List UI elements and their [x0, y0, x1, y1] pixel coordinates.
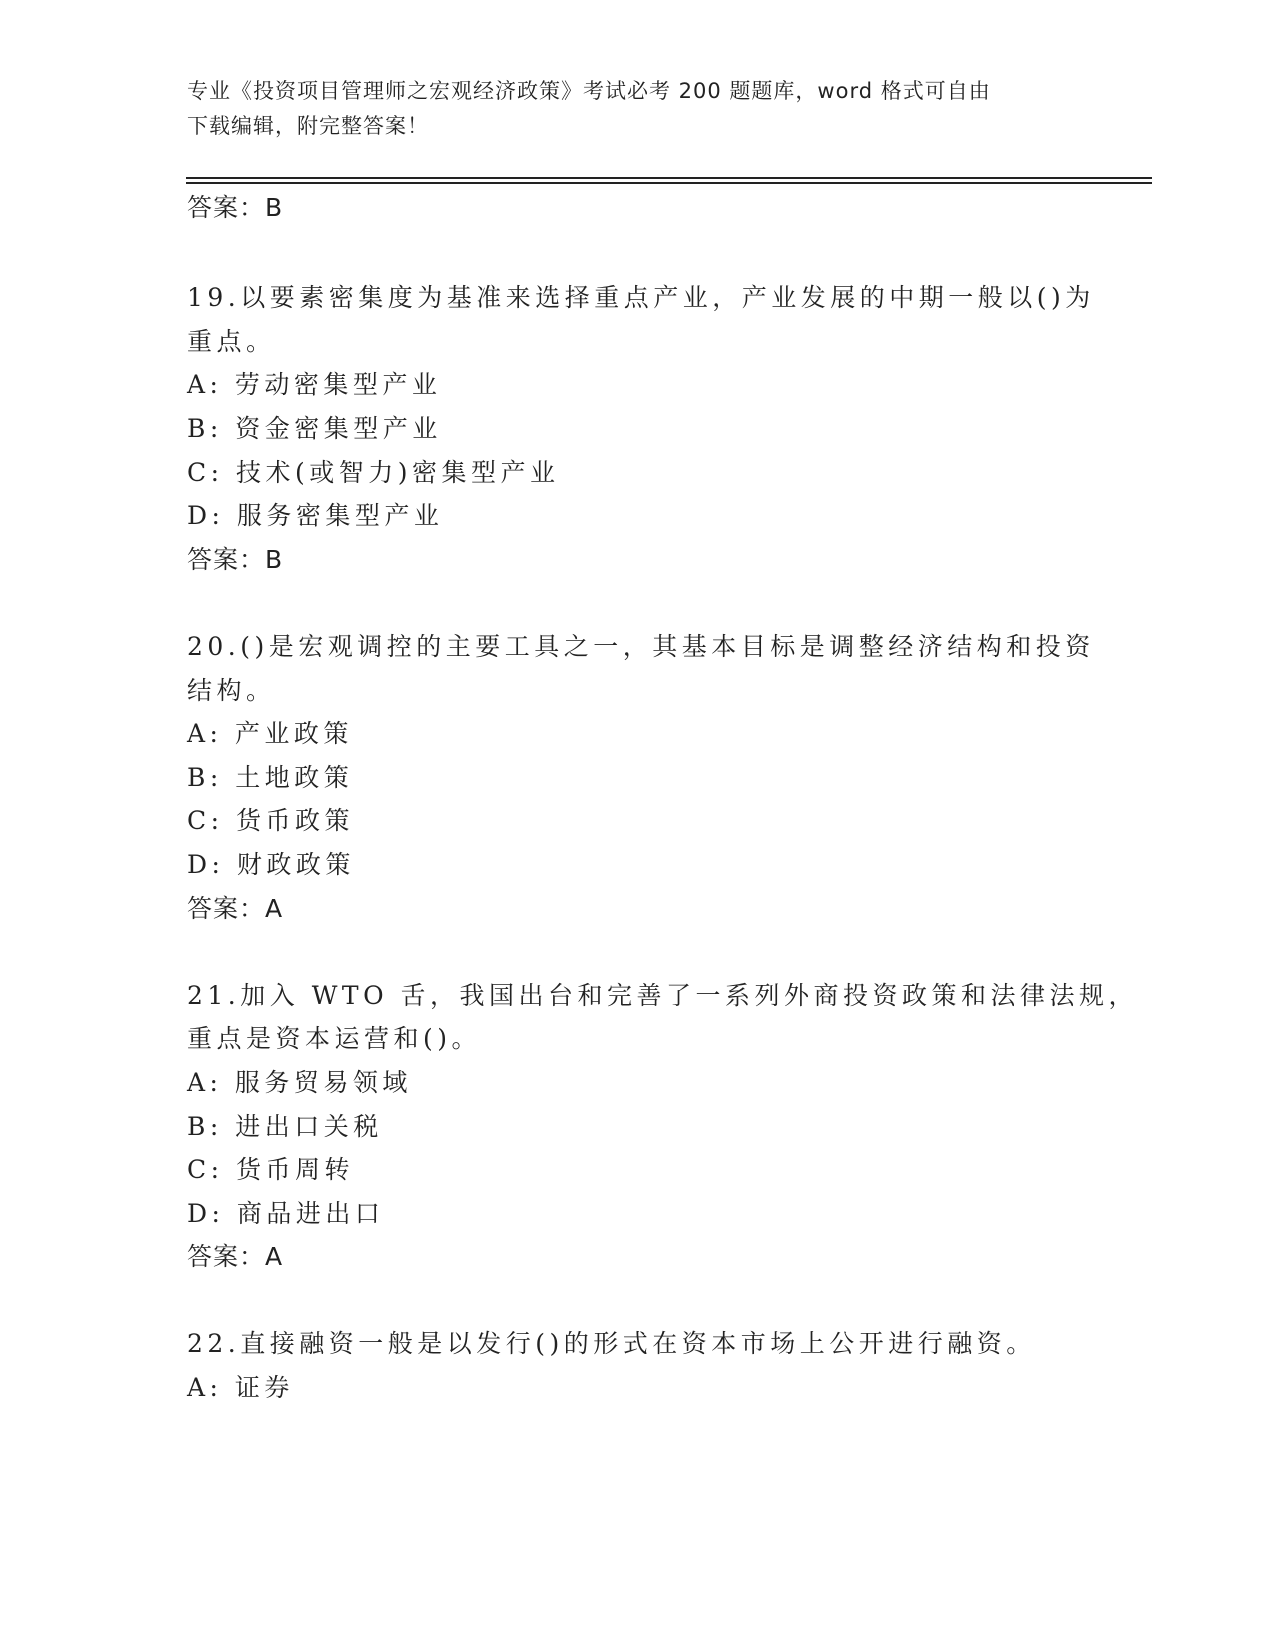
question-19-text-line-1: 19.以要素密集度为基准来选择重点产业，产业发展的中期一般以()为: [187, 283, 1095, 312]
header-rule-bottom: [186, 182, 1152, 184]
question-22-text-line-1: 22.直接融资一般是以发行()的形式在资本市场上公开进行融资。: [187, 1329, 1036, 1358]
header-line-1: 专业《投资项目管理师之宏观经济政策》考试必考 200 题题库，word 格式可自由: [187, 79, 991, 103]
question-20-text-line-1: 20.()是宏观调控的主要工具之一，其基本目标是调整经济结构和投资: [187, 632, 1095, 661]
question-20-option-c: C: 货币政策: [187, 806, 354, 835]
question-20-option-b: B: 土地政策: [187, 763, 354, 792]
question-21-option-b: B: 进出口关税: [187, 1112, 383, 1141]
question-19-text-line-2: 重点。: [187, 327, 276, 356]
question-21-option-a: A: 服务贸易领域: [187, 1068, 412, 1097]
question-21-text-line-2: 重点是资本运营和()。: [187, 1024, 482, 1053]
question-19-option-d: D: 服务密集型产业: [187, 501, 444, 530]
question-20-option-a: A: 产业政策: [187, 719, 353, 748]
answer-previous: 答案：B: [187, 193, 284, 222]
header-rule-top: [186, 177, 1152, 179]
document-header: [187, 74, 1067, 144]
question-19-answer: 答案：B: [187, 545, 284, 574]
question-19-option-a: A: 劳动密集型产业: [187, 370, 442, 399]
question-20-text-line-2: 结构。: [187, 676, 276, 705]
header-line-2: 下载编辑，附完整答案！: [187, 114, 429, 138]
question-22-option-a: A: 证券: [187, 1373, 294, 1402]
question-21-option-c: C: 货币周转: [187, 1155, 354, 1184]
question-19-option-c: C: 技术(或智力)密集型产业: [187, 458, 560, 487]
question-21-option-d: D: 商品进出口: [187, 1199, 385, 1228]
question-20-answer: 答案：A: [187, 894, 284, 923]
question-21-text-line-1: 21.加入 WTO 舌，我国出台和完善了一系列外商投资政策和法律法规，: [187, 981, 1139, 1010]
question-20-option-d: D: 财政政策: [187, 850, 355, 879]
question-19-option-b: B: 资金密集型产业: [187, 414, 442, 443]
question-21-answer: 答案：A: [187, 1242, 284, 1271]
